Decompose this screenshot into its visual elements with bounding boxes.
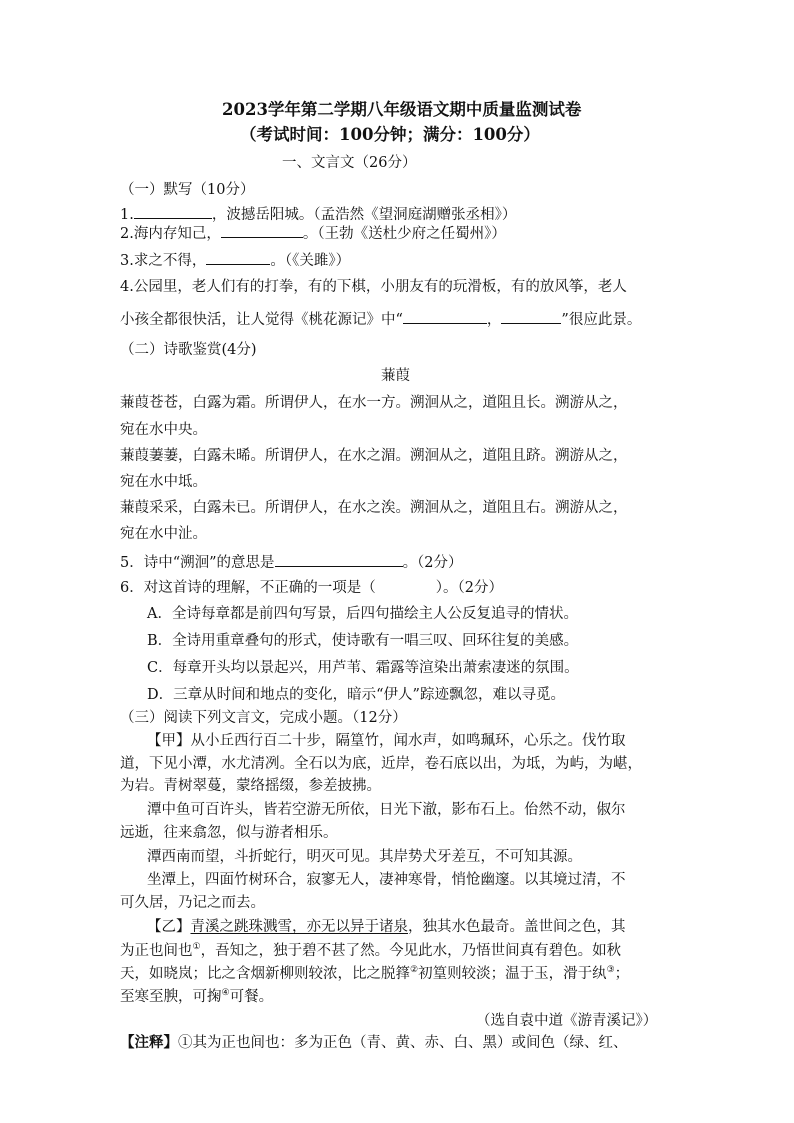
passage-yi-underlined-sentence: 青溪之跳珠溅雪，亦无以异于诸泉 (190, 919, 408, 935)
exam-subtitle: （考试时间：100分钟；满分：100分） (240, 125, 540, 144)
q6-option-d: D．三章从时间和地点的变化，暗示“伊人”踪迹飘忽，难以寻觅。 (147, 687, 565, 703)
q3-text: 。（《关雎》） (270, 253, 351, 269)
passage-yi-line-1-rest: ，独其水色最奇。盖世间之色，其 (408, 919, 626, 935)
passage-source: （选自袁中道《游青溪记》） (476, 1013, 658, 1029)
exam-title: 2023学年第二学期八年级语文期中质量监测试卷 (222, 100, 582, 119)
yi-3-a: 天，如晓岚；比之含烟新柳则较浓，比之脱箨 (120, 966, 410, 982)
q1-number: 1. (120, 207, 134, 223)
passage-jia-line-2: 道，下见小潭，水尤清冽。全石以为底，近岸，卷石底以出，为坻，为屿，为嵁， (120, 756, 642, 772)
passage-jia-line-5: 远逝，往来翕忽，似与游者相乐。 (120, 825, 338, 841)
q2-answer-blank[interactable] (221, 223, 303, 238)
q2-text: 。（王勃《送杜少府之任蜀州》） (302, 226, 506, 242)
question-4-line-1: 4.公园里，老人们有的打拳，有的下棋，小朋友有的玩滑板，有的放风筝，老人 (120, 279, 627, 295)
passage-jia-line-4: 潭中鱼可百许头，皆若空游无所依，日光下澈，影布石上。佁然不动，俶尔 (147, 802, 626, 818)
question-2 (120, 223, 506, 244)
poem-stanza-2-line-1: 蒹葭萋萋，白露未晞。所谓伊人，在水之湄。溯洄从之，道阻且跻。溯游从之， (120, 448, 628, 464)
q1-answer-blank[interactable] (134, 204, 212, 219)
q4-comma: ， (486, 312, 502, 328)
q6-text-a: 6．对这首诗的理解，不正确的一项是（ (120, 580, 376, 596)
q3-head: 3.求之不得， (120, 253, 207, 269)
q6-text-b: ）。（2分） (435, 580, 503, 596)
yi-4-a: 至寒至腴，可掬 (120, 989, 222, 1005)
passage-yi-line-3 (120, 964, 629, 984)
part2-heading: （二）诗歌鉴赏(4分) (120, 342, 257, 358)
poem-stanza-3-line-1: 蒹葭采采，白露未已。所谓伊人，在水之涘。溯洄从之，道阻且右。溯游从之， (120, 500, 628, 516)
yi-3-b: 初篁则较淡；温于玉，滑于纨 (418, 966, 607, 982)
yi-2-b: ，吾知之，独于碧不甚了然。今见此水，乃悟世间真有碧色。如秋 (200, 943, 622, 959)
q4-answer-blank-2[interactable] (501, 309, 561, 324)
section-one-heading: 一、文言文（26分） (282, 155, 417, 171)
q6-option-a: A．全诗每章都是前四句写景，后四句描绘主人公反复追寻的情状。 (147, 606, 578, 622)
poem-stanza-3-line-2: 宛在水中沚。 (120, 526, 207, 542)
passage-yi-line-4 (120, 987, 273, 1007)
q1-text: ，波撼岳阳城。（孟浩然《望洞庭湖赠张丞相》） (211, 207, 517, 223)
q4-answer-blank-1[interactable] (403, 309, 487, 324)
poem-title: 蒹葭 (381, 368, 410, 384)
part3-heading: （三）阅读下列文言文，完成小题。（12分） (120, 710, 407, 726)
yi-3-c: ； (614, 966, 630, 982)
yi-4-b: 可餐。 (229, 989, 274, 1005)
q4-text-c: ”很应此景。 (561, 312, 642, 328)
annotation-label: 【注释】 (120, 1034, 178, 1051)
poem-stanza-1-line-2: 宛在水中央。 (120, 422, 207, 438)
passage-yi-label: 【乙】 (147, 919, 191, 935)
q2-head: 2.海内存知己， (120, 226, 221, 242)
note-marker-3: ③ (606, 965, 615, 976)
question-4-line-2 (120, 309, 641, 330)
part1-heading: （一）默写（10分） (120, 182, 255, 198)
passage-jia-line-1: 【甲】从小丘西行百二十步，隔篁竹，闻水声，如鸣珮环，心乐之。伐竹取 (147, 733, 626, 749)
question-6 (120, 578, 503, 598)
q6-option-c: C．每章开头均以景起兴，用芦苇、霜露等渲染出萧索凄迷的氛围。 (147, 660, 579, 676)
question-1 (120, 204, 516, 225)
passage-jia-line-3: 为岩。青树翠蔓，蒙络摇缀，参差披拂。 (120, 778, 381, 794)
question-3 (120, 250, 350, 271)
poem-stanza-1-line-1: 蒹葭苍苍，白露为霜。所谓伊人，在水一方。溯洄从之，道阻且长。溯游从之， (120, 395, 628, 411)
passage-yi-line-1 (147, 917, 626, 937)
poem-stanza-2-line-2: 宛在水中坻。 (120, 474, 207, 490)
annotation-text: ①其为正也间也：多为正色（青、黄、赤、白、黑）或间色（绿、红、 (178, 1035, 628, 1051)
passage-jia-line-6: 潭西南而望，斗折蛇行，明灭可见。其岸势犬牙差互，不可知其源。 (147, 849, 582, 865)
question-5 (120, 552, 463, 573)
passage-yi-line-2 (120, 941, 621, 961)
q3-answer-blank[interactable] (206, 250, 270, 265)
q6-option-b: B．全诗用重章叠句的形式，使诗歌有一唱三叹、回环往复的美感。 (147, 633, 579, 649)
note-marker-4: ④ (221, 988, 230, 999)
passage-jia-line-7: 坐潭上，四面竹树环合，寂寥无人，凄神寒骨，悄怆幽邃。以其境过清，不 (147, 872, 626, 888)
passage-jia-line-8: 可久居，乃记之而去。 (120, 895, 265, 911)
q4-text-a: 小孩全都很快活，让人觉得《桃花源记》中“ (120, 312, 403, 328)
annotation-line (120, 1033, 628, 1053)
q5-text-b: 。（2分） (402, 555, 463, 571)
yi-2-a: 为正也间也 (120, 943, 193, 959)
note-marker-1: ① (192, 942, 201, 953)
q5-answer-blank[interactable] (275, 552, 403, 567)
note-marker-2: ② (410, 965, 419, 976)
q5-text-a: 5．诗中“溯洄”的意思是 (120, 555, 275, 571)
